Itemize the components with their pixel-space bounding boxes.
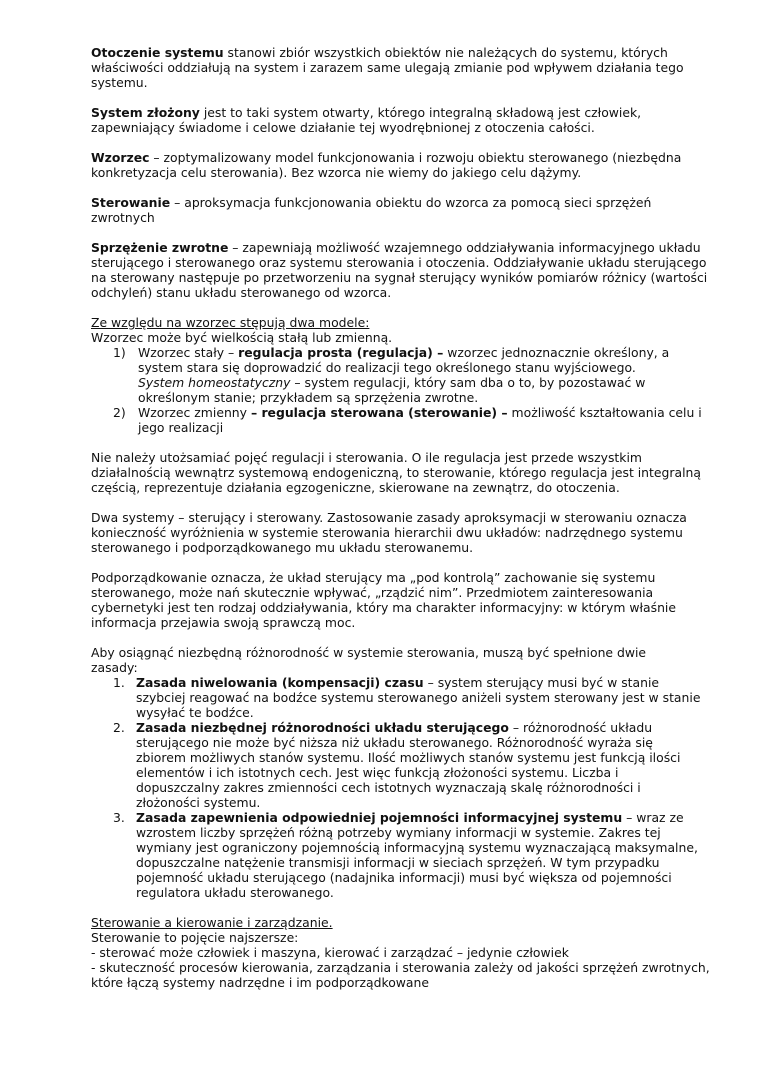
list-item-note-text: – system regulacji, który sam dba o to, by pozostawać w określonym stanie; przykładem są sprzężenia zwrotne. [138, 375, 646, 405]
list-item-term: Zasada zapewnienia odpowiedniej pojemności informacyjnej systemu [136, 810, 623, 825]
section-sterowanie-kierowanie [91, 915, 716, 990]
list-number: 3. [113, 810, 125, 825]
paragraph-system-zlozony [91, 105, 681, 135]
list-item-desc: – wraz ze wzrostem liczby sprzężeń różną potrzeby wymiany informacji w systemie. Zakres tej wymiany jest ograniczony pojemnością informacyjną systemu wyznaczającą maksymalne, dopuszczalne natężenie transmisji informacji w sieciach sprzężeń. W tym przypadku pojemność układu sterującego (nadajnika informacji) musi być większa od pojemności regulatora układu sterowanego. [136, 810, 698, 900]
section-line: - sterować może człowiek i maszyna, kierować i zarządzać – jedynie człowiek [91, 945, 569, 960]
list-item [91, 675, 706, 720]
term-wzorzec: Wzorzec [91, 150, 150, 165]
section-heading: Ze względu na wzorzec stępują dwa modele: [91, 315, 370, 330]
list-item-text [136, 810, 706, 900]
term-system-zlozony: System złożony [91, 105, 200, 120]
paragraph-regulacja: Nie należy utożsamiać pojęć regulacji i sterowania. O ile regulacja jest przede wszystkim działalnością wewnątrz systemową endogeniczną, to sterowanie, którego regulacja jest integralną częścią, reprezentuje działania egzogeniczne, skierowane na zewnątrz, do otoczenia. [91, 450, 701, 495]
paragraph-podporzadkowanie: Podporządkowanie oznacza, że układ sterujący ma „pod kontrolą” zachowanie się systemu sterowanego, może nań skutecznie wpływać, „rządzić nim”. Przedmiotem zainteresowania cybernetyki jest ten rodzaj oddziaływania, który ma charakter informacyjny: w którym właśnie informacja przejawia swoją sprawczą moc. [91, 570, 676, 630]
section-heading: Sterowanie a kierowanie i zarządzanie. [91, 915, 333, 930]
section-intro: Wzorzec może być wielkością stałą lub zmienną. [91, 330, 393, 345]
term-otoczenie: Otoczenie systemu [91, 45, 224, 60]
list-number: 1. [113, 675, 125, 690]
definition-text: jest to taki system otwarty, którego integralną składową jest człowiek, zapewniający świadome i celowe działanie tej wyodrębnionej z otoczenia całości. [91, 105, 642, 135]
list-item-term: – regulacja sterowana (sterowanie) – [250, 405, 508, 420]
list-item-desc: możliwość kształtowania celu i jego realizacji [138, 405, 702, 435]
definition-text: – zoptymalizowany model funkcjonowania i rozwoju obiektu sterowanego (niezbędna konkretyzacja celu sterowania). Bez wzorca nie wiemy do jakiego celu dążymy. [91, 150, 682, 180]
list-item-desc: – system sterujący musi być w stanie szybciej reagować na bodźce systemu sterowanego aniżeli system sterowany jest w stanie wysyłać te bodźce. [136, 675, 701, 720]
definition-text: – aproksymacja funkcjonowania obiektu do wzorca za pomocą sieci sprzężeń zwrotnych [91, 195, 652, 225]
paragraph-sprzezenie [91, 240, 711, 300]
list-item [91, 810, 706, 900]
document-page [91, 45, 716, 990]
list-number: 2. [113, 720, 125, 735]
paragraph-wzorzec [91, 150, 716, 180]
list-item-term: Zasada niwelowania (kompensacji) czasu [136, 675, 424, 690]
section-intro: Aby osiągnąć niezbędną różnorodność w systemie sterowania, muszą być spełnione dwie zasady: [91, 645, 647, 675]
list-item [91, 345, 698, 405]
list-item-text [136, 720, 691, 810]
definition-text: stanowi zbiór wszystkich obiektów nie należących do systemu, których właściwości oddziałują na system i zarazem same ulegają zmianie pod wpływem działania tego systemu. [91, 45, 684, 90]
list-item [91, 405, 718, 435]
section-models [91, 315, 716, 435]
section-line: Sterowanie to pojęcie najszersze: [91, 930, 299, 945]
list-item-prefix: Wzorzec stały – [138, 345, 239, 360]
list-item-note [138, 375, 698, 405]
paragraph-otoczenie [91, 45, 691, 90]
list-item-text [138, 405, 718, 435]
definition-text: – zapewniają możliwość wzajemnego oddziaływania informacyjnego układu sterującego i sterowanego oraz systemu sterowania i otoczenia. Oddziaływanie układu sterującego na sterowany następuje po przetworzeniu na sygnał sterujący wyników pomiarów różnicy (wartości odchyleń) stanu układu sterowanego od wzorca. [91, 240, 708, 300]
list-item-term: Zasada niezbędnej różnorodności układu sterującego [136, 720, 509, 735]
list-number: 1) [113, 345, 126, 360]
list-item-term: regulacja prosta (regulacja) – [238, 345, 444, 360]
list-item [91, 720, 691, 810]
term-sprzezenie: Sprzężenie zwrotne [91, 240, 229, 255]
list-item-prefix: Wzorzec zmienny [138, 405, 251, 420]
section-principles [91, 645, 716, 900]
list-item-text [136, 675, 706, 720]
list-item-desc: wzorzec jednoznacznie określony, a system stara się doprowadzić do realizacji tego określonego stanu wyjściowego. [138, 345, 670, 375]
list-item-italic: System homeostatyczny [138, 375, 291, 390]
list-item-text [138, 345, 698, 375]
paragraph-sterowanie [91, 195, 681, 225]
paragraph-dwa-systemy: Dwa systemy – sterujący i sterowany. Zastosowanie zasady aproksymacji w sterowaniu oznacza konieczność wyróżnienia w systemie sterowania hierarchii dwu układów: nadrzędnego systemu sterowanego i podporządkowanego mu układu sterowanemu. [91, 510, 687, 555]
term-sterowanie: Sterowanie [91, 195, 171, 210]
list-number: 2) [113, 405, 126, 420]
section-line: - skuteczność procesów kierowania, zarządzania i sterowania zależy od jakości sprzężeń zwrotnych, które łączą systemy nadrzędne i im podporządkowane [91, 960, 710, 990]
list-item-desc: – różnorodność układu sterującego nie może być niższa niż układu sterowanego. Różnorodność wyraża się zbiorem możliwych stanów systemu. Ilość możliwych stanów systemu jest funkcją ilości elementów i ich istotnych cech. Jest więc funkcją złożoności systemu. Liczba i dopuszczalny zakres zmienności cech istotnych wyznaczają skalę różnorodności i złożoności systemu. [136, 720, 681, 810]
